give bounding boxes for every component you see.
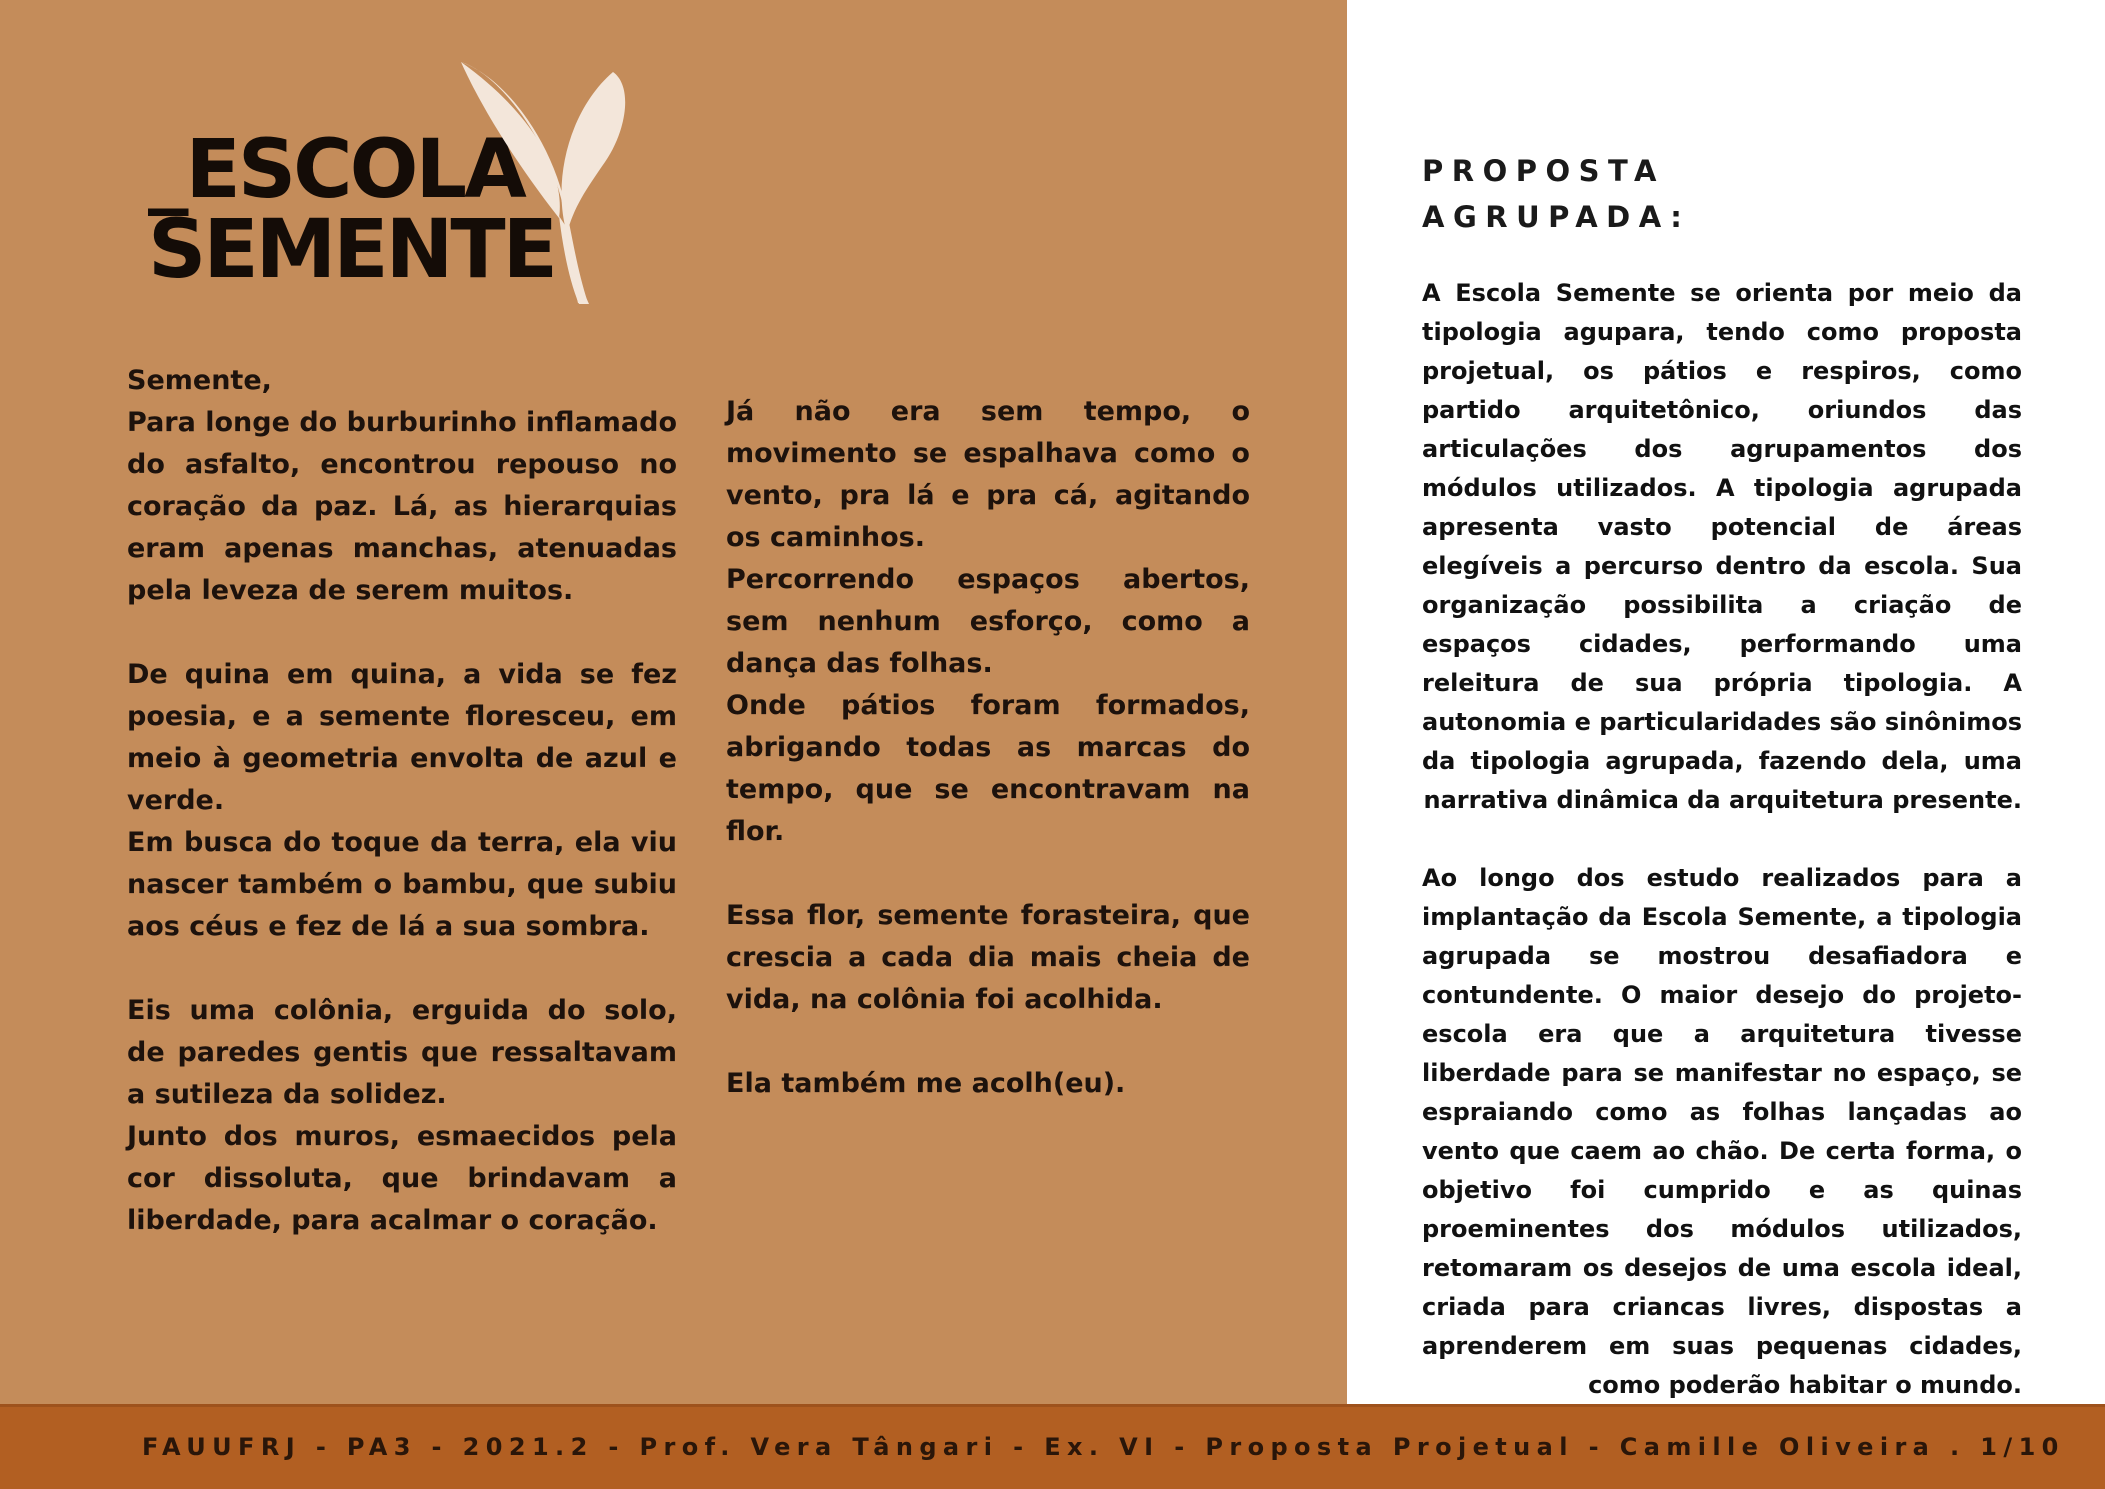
poem-stanza: Em busca do toque da terra, ela viu nascer também o bambu, que subiu aos céus e fez de lá a sua sombra. [127, 827, 677, 942]
sprout-right-leaf [562, 72, 626, 234]
proposal-heading-line1: PROPOSTA [1422, 154, 1666, 188]
poem-stanza: Essa flor, semente forasteira, que crescia a cada dia mais cheia de vida, na colônia foi acolhida. [726, 900, 1250, 1015]
footer-bar [0, 1404, 2105, 1489]
poem-right-column [726, 391, 1250, 1105]
proposal-heading [1422, 148, 1690, 240]
poem-closing: Ela também me acolh(eu). [726, 1068, 1126, 1099]
poem-stanza: Onde pátios foram formados, abrigando todas as marcas do tempo, que se encontravam na flor. [726, 690, 1250, 847]
poem-left-column [127, 360, 677, 1242]
poem-stanza: Percorrendo espaços abertos, sem nenhum esforço, como a dança das folhas. [726, 564, 1250, 679]
poem-stanza: Para longe do burburinho inflamado do asfalto, encontrou repouso no coração da paz. Lá, as hierarquias eram apenas manchas, atenuadas pela leveza de serem muitos. [127, 407, 677, 606]
logo-line-semente: SEMENTE [148, 203, 555, 297]
footer-credits: FAUUFRJ - PA3 - 2021.2 - Prof. Vera Tângari - Ex. VI - Proposta Projetual - Camille Oliveira . 1/10 [142, 1433, 2065, 1461]
poem-stanza: Já não era sem tempo, o movimento se espalhava como o vento, pra lá e pra cá, agitando os caminhos. [726, 396, 1250, 553]
poem-salutation: Semente, [127, 365, 272, 396]
poem-stanza: De quina em quina, a vida se fez poesia, e a semente floresceu, em meio à geometria envolta de azul e verde. [127, 659, 677, 816]
poem-stanza: Eis uma colônia, erguida do solo, de paredes gentis que ressaltavam a sutileza da solidez. [127, 995, 677, 1110]
sprout-icon [455, 58, 635, 308]
logo-line-escola: _ESCOLA [148, 123, 524, 217]
proposal-text [1422, 274, 2022, 1405]
proposal-paragraph: A Escola Semente se orienta por meio da tipologia agupara, tendo como proposta projetual, os pátios e respiros, como partido arquitetônico, oriundos das articulações dos agrupamentos dos módulos utilizados. A tipologia agrupada apresenta vasto potencial de áreas elegíveis a percurso dentro da escola. Sua organização possibilita a criação de espaços cidades, performando uma releitura de sua própria tipologia. A autonomia e particularidades são sinônimos da tipologia agrupada, fazendo dela, uma narrativa dinâmica da arquitetura presente. [1422, 279, 2022, 814]
proposal-paragraph: Ao longo dos estudo realizados para a implantação da Escola Semente, a tipologia agrupada se mostrou desafiadora e contundente. O maior desejo do projeto-escola era que a arquitetura tivesse liberdade para se manifestar no espaço, se espraiando como as folhas lançadas ao vento que caem ao chão. De certa forma, o objetivo foi cumprido e as quinas proeminentes dos módulos utilizados, retomaram os desejos de uma escola ideal, criada para criancas livres, dispostas a aprenderem em suas pequenas cidades, como poderão habitar o mundo. [1422, 864, 2022, 1399]
proposal-heading-line2: AGRUPADA: [1422, 200, 1691, 234]
sprout-left-leaf-body [461, 62, 560, 218]
poem-stanza: Junto dos muros, esmaecidos pela cor dissoluta, que brindavam a liberdade, para acalmar o coração. [127, 1121, 677, 1236]
